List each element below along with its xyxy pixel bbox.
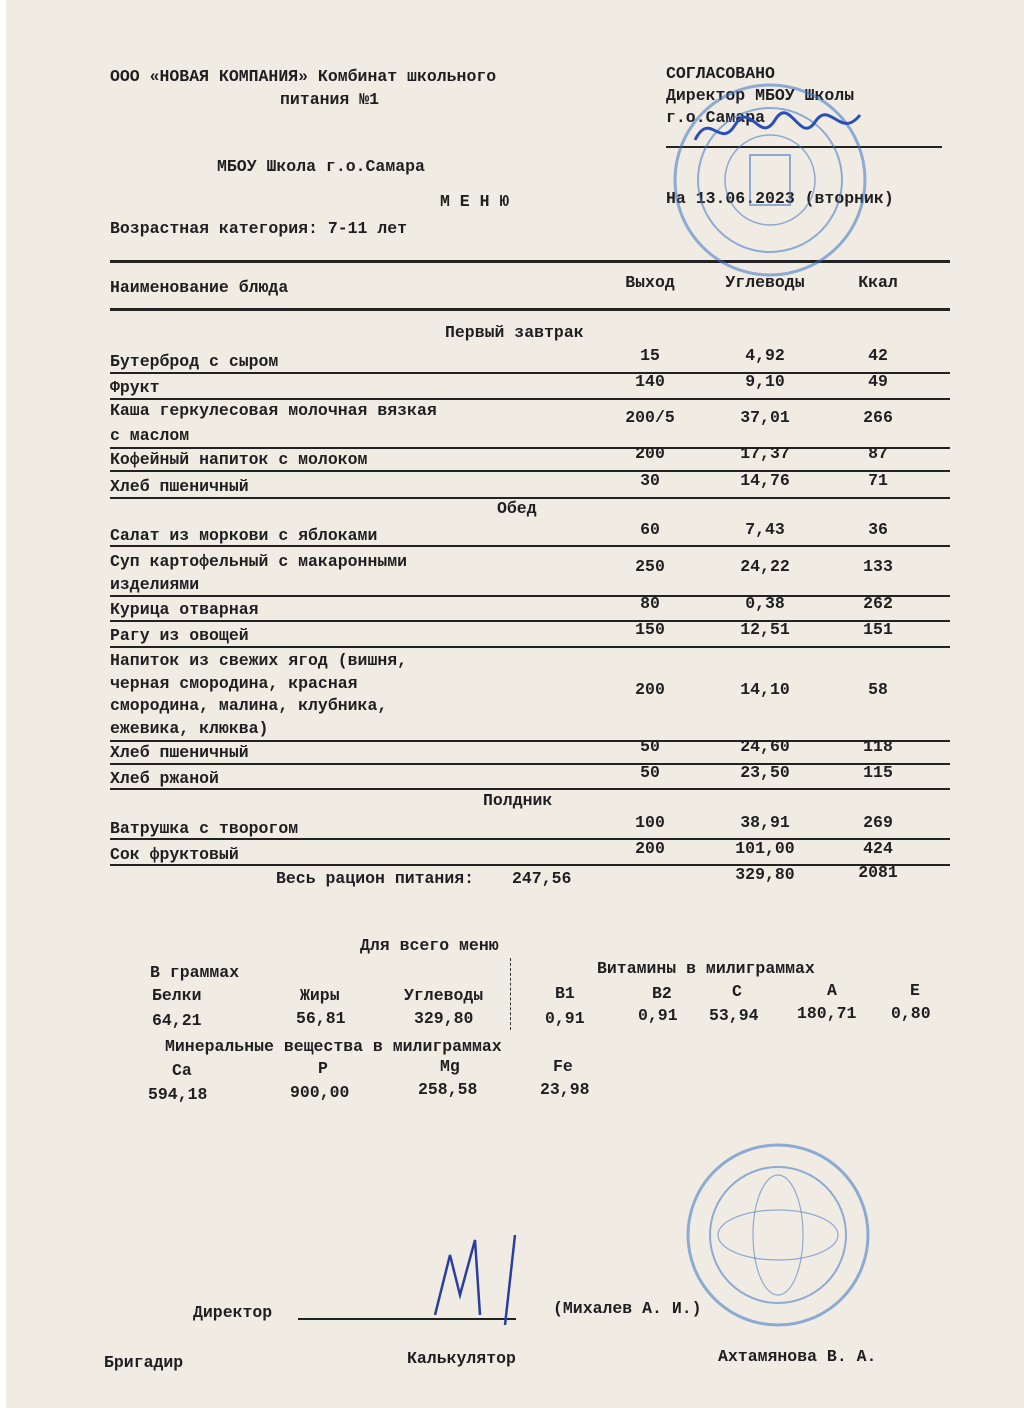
dish-carbs: 7,43 — [745, 520, 785, 539]
mineral-ca-value: 594,18 — [148, 1085, 208, 1104]
dish-output: 50 — [640, 737, 660, 756]
dish-name: Напиток из свежих ягод (вишня, — [110, 651, 408, 670]
dish-name: Хлеб ржаной — [110, 769, 219, 788]
director-signature — [420, 1225, 540, 1335]
age-category: Возрастная категория: 7-11 лет — [110, 219, 408, 238]
dish-kcal: 115 — [863, 763, 893, 782]
mineral-mg-label: Mg — [440, 1057, 460, 1076]
calculator-label: Калькулятор — [407, 1349, 516, 1368]
vitamin-c-label: C — [732, 982, 742, 1001]
row-divider — [110, 646, 950, 648]
dish-carbs: 101,00 — [735, 839, 795, 858]
mineral-fe-value: 23,98 — [540, 1080, 590, 1099]
dish-name: черная смородина, красная — [110, 674, 358, 693]
row-divider — [110, 372, 950, 374]
dish-output: 100 — [635, 813, 665, 832]
dish-name: Ватрушка с творогом — [110, 819, 299, 838]
fat-value: 56,81 — [296, 1009, 346, 1028]
company-stamp — [683, 1140, 873, 1330]
dish-carbs: 0,38 — [745, 594, 785, 613]
dish-kcal: 58 — [868, 680, 888, 699]
mineral-p-value: 900,00 — [290, 1083, 350, 1102]
dish-kcal: 71 — [868, 471, 888, 490]
minerals-label: Минеральные вещества в милиграммах — [165, 1037, 502, 1056]
section-title: Обед — [497, 499, 537, 518]
dish-carbs: 24,60 — [740, 737, 790, 756]
col-header-name: Наименование блюда — [110, 278, 289, 297]
dish-kcal: 262 — [863, 594, 893, 613]
approved-by-2: г.о.Самара — [666, 108, 766, 127]
dish-output: 60 — [640, 520, 660, 539]
total-carbs: 329,80 — [735, 865, 795, 884]
dish-output: 150 — [635, 620, 665, 639]
dish-carbs: 24,22 — [740, 557, 790, 576]
protein-value: 64,21 — [152, 1011, 202, 1030]
dish-kcal: 266 — [863, 408, 893, 427]
vitamin-c-value: 53,94 — [709, 1006, 759, 1025]
row-divider — [110, 864, 950, 866]
dish-name: Кофейный напиток с молоком — [110, 450, 368, 469]
row-divider — [110, 595, 950, 597]
section-title: Полдник — [483, 791, 553, 810]
vitamin-e-value: 0,80 — [891, 1004, 931, 1023]
approval-signature — [690, 100, 870, 160]
row-divider — [110, 545, 950, 547]
company-line-2: питания №1 — [280, 90, 380, 109]
dish-carbs: 38,91 — [740, 813, 790, 832]
director-name: (Михалев А. И.) — [553, 1299, 702, 1318]
dish-kcal: 36 — [868, 520, 888, 539]
scan-edge — [0, 0, 6, 1408]
dish-kcal: 151 — [863, 620, 893, 639]
dish-name: Рагу из овощей — [110, 626, 249, 645]
dish-name: ежевика, клюква) — [110, 719, 269, 738]
vitamin-b1-value: 0,91 — [545, 1009, 585, 1028]
vitamin-b2-value: 0,91 — [638, 1006, 678, 1025]
dish-carbs: 14,76 — [740, 471, 790, 490]
dish-name: Сок фруктовый — [110, 845, 239, 864]
approved-label: СОГЛАСОВАНО — [666, 64, 775, 83]
dish-output: 200 — [635, 680, 665, 699]
protein-label: Белки — [152, 986, 202, 1005]
dish-carbs: 9,10 — [745, 372, 785, 391]
dish-output: 50 — [640, 763, 660, 782]
summary-divider — [510, 958, 511, 1030]
menu-title: М Е Н Ю — [440, 192, 510, 211]
carbs-label: Углеводы — [404, 986, 484, 1005]
calculator-name: Ахтамянова В. А. — [718, 1347, 877, 1366]
row-divider — [110, 620, 950, 622]
row-divider — [110, 763, 950, 765]
company-line-1: ООО «НОВАЯ КОМПАНИЯ» Комбинат школьного — [110, 67, 497, 86]
dish-carbs: 17,37 — [740, 444, 790, 463]
dish-kcal: 87 — [868, 444, 888, 463]
dish-kcal: 49 — [868, 372, 888, 391]
dish-output: 80 — [640, 594, 660, 613]
mineral-p-label: P — [318, 1059, 328, 1078]
vitamin-b2-label: B2 — [652, 984, 672, 1003]
grams-label: В граммах — [150, 963, 240, 982]
dish-name: изделиями — [110, 575, 200, 594]
mineral-fe-label: Fe — [553, 1057, 573, 1076]
mineral-ca-label: Ca — [172, 1061, 192, 1080]
dish-carbs: 23,50 — [740, 763, 790, 782]
vitamin-b1-label: B1 — [555, 984, 575, 1003]
col-header-carbs: Углеводы — [725, 273, 805, 292]
total-output: 247,56 — [512, 869, 572, 888]
dish-output: 200 — [635, 839, 665, 858]
vitamin-e-label: E — [910, 981, 920, 1000]
dish-output: 140 — [635, 372, 665, 391]
dish-kcal: 424 — [863, 839, 893, 858]
vitamin-a-label: A — [827, 981, 837, 1000]
dish-name: Курица отварная — [110, 600, 259, 619]
dish-carbs: 12,51 — [740, 620, 790, 639]
dish-kcal: 133 — [863, 557, 893, 576]
section-title: Первый завтрак — [445, 323, 584, 342]
dish-kcal: 269 — [863, 813, 893, 832]
dish-carbs: 14,10 — [740, 680, 790, 699]
dish-name: Суп картофельный с макаронными — [110, 552, 408, 571]
fat-label: Жиры — [300, 986, 340, 1005]
dish-kcal: 42 — [868, 346, 888, 365]
col-header-kcal: Ккал — [858, 273, 898, 292]
dish-name: Хлеб пшеничный — [110, 477, 249, 496]
director-label: Директор — [193, 1303, 273, 1322]
dish-name: с маслом — [110, 426, 190, 445]
brigadier-label: Бригадир — [104, 1353, 184, 1372]
dish-name: Хлеб пшеничный — [110, 743, 249, 762]
dish-carbs: 4,92 — [745, 346, 785, 365]
dish-name: Салат из моркови с яблоками — [110, 526, 378, 545]
table-header-rule — [110, 308, 950, 311]
dish-carbs: 37,01 — [740, 408, 790, 427]
dish-output: 200/5 — [625, 408, 675, 427]
dish-output: 15 — [640, 346, 660, 365]
summary-title: Для всего меню — [360, 936, 499, 955]
vitamins-label: Витамины в милиграммах — [597, 959, 815, 978]
total-kcal: 2081 — [858, 863, 898, 882]
dish-name: Бутерброд с сыром — [110, 352, 279, 371]
row-divider — [110, 838, 950, 840]
dish-name: смородина, малина, клубника, — [110, 696, 388, 715]
dish-output: 250 — [635, 557, 665, 576]
row-divider — [110, 470, 950, 472]
dish-output: 30 — [640, 471, 660, 490]
approved-by-1: Директор МБОУ Школы — [666, 86, 855, 105]
dish-output: 200 — [635, 444, 665, 463]
menu-date: На 13.06.2023 (вторник) — [666, 189, 894, 208]
mineral-mg-value: 258,58 — [418, 1080, 478, 1099]
total-label: Весь рацион питания: — [276, 869, 475, 888]
vitamin-a-value: 180,71 — [797, 1004, 857, 1023]
school-name: МБОУ Школа г.о.Самара — [217, 157, 425, 176]
carbs-value: 329,80 — [414, 1009, 474, 1028]
col-header-output: Выход — [625, 273, 675, 292]
dish-name: Каша геркулесовая молочная вязкая — [110, 401, 437, 420]
dish-name: Фрукт — [110, 378, 160, 397]
dish-kcal: 118 — [863, 737, 893, 756]
